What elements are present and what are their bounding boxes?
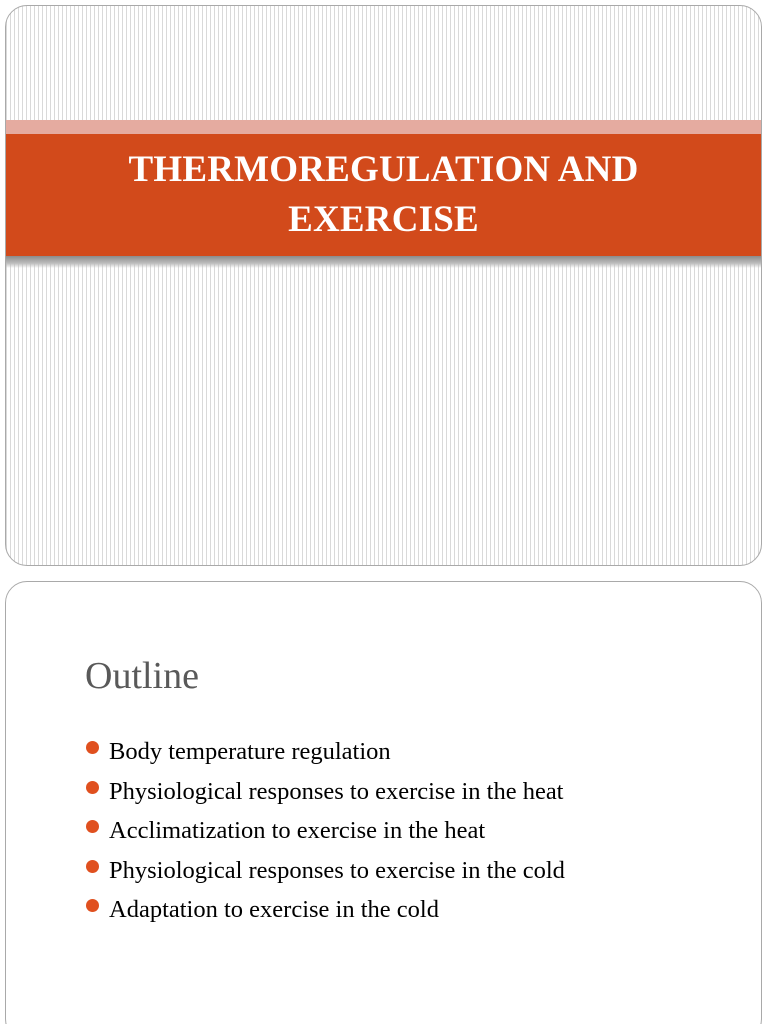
list-item (86, 851, 565, 891)
title-band-shadow (6, 256, 761, 268)
outline-slide (5, 581, 762, 1024)
list-item-text: Physiological responses to exercise in the cold (109, 856, 565, 884)
title-slide (5, 5, 762, 566)
outline-heading: Outline (85, 655, 199, 697)
list-item (86, 811, 565, 851)
list-item (86, 890, 565, 930)
bullet-icon (86, 820, 99, 833)
list-item-text: Acclimatization to exercise in the heat (109, 817, 486, 844)
bullet-icon (86, 741, 99, 754)
title-band (6, 134, 761, 256)
bullet-icon (86, 860, 99, 873)
list-item (86, 732, 565, 772)
title-band-accent (6, 120, 761, 134)
bullet-icon (86, 781, 99, 794)
list-item (86, 772, 565, 812)
list-item-text: Body temperature regulation (109, 738, 391, 765)
slide-title: THERMOREGULATION AND EXERCISE (128, 149, 639, 240)
bullet-icon (86, 899, 99, 912)
outline-list (86, 732, 565, 930)
list-item-text: Adaptation to exercise in the cold (109, 896, 439, 923)
list-item-text: Physiological responses to exercise in the heat (109, 777, 564, 805)
